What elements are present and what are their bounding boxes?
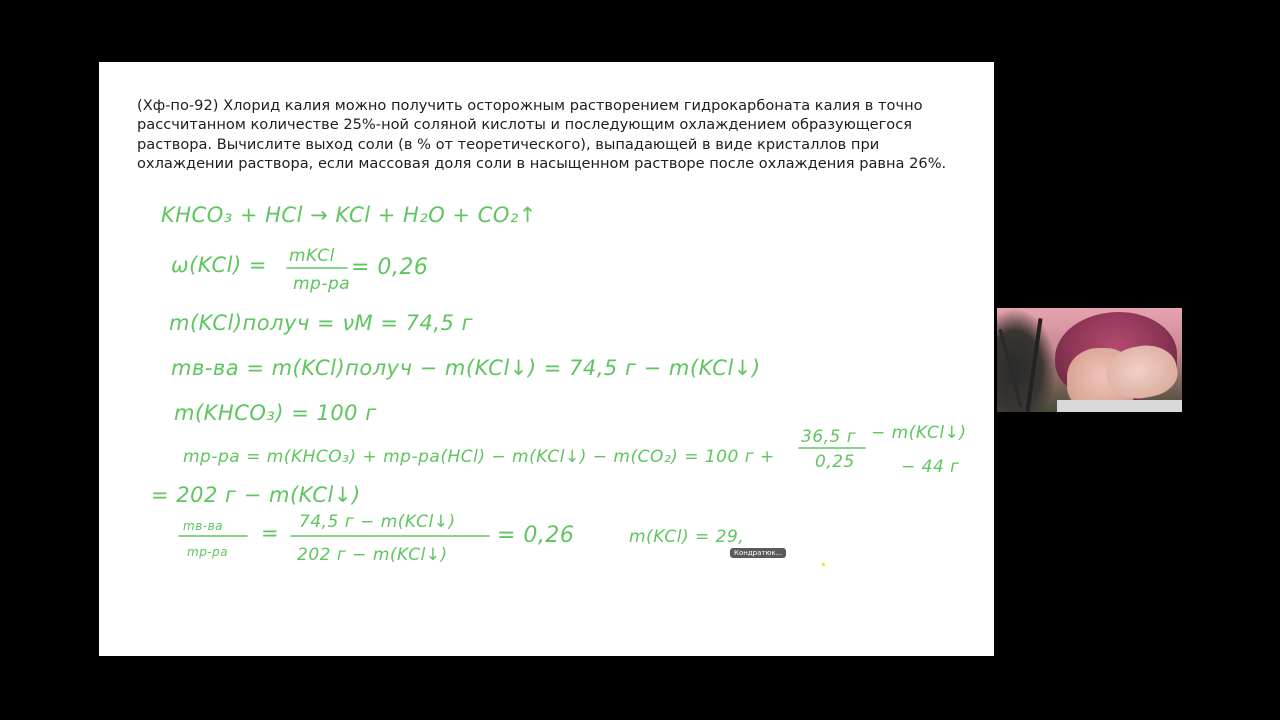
final-rhs-numerator: 74,5 г − m(KCl↓): [299, 512, 456, 532]
mass-fraction-lhs: ω(KCl) =: [171, 253, 267, 277]
problem-text: (Хф-по-92) Хлорид калия можно получить осторожным растворением гидрокарбоната калия в точно рассчитанном количестве 25%-ной соляной кислоты и последующим охлаждением образующегося раствора. Вычислите выход соли (в % от теоретического), выпадающей в виде кристаллов при охлаждении раствора, если массовая доля соли в насыщенном растворе после охлаждения равна 26%.: [137, 97, 947, 173]
solution-mass-result: = 202 г − m(KCl↓): [151, 483, 361, 507]
kcl-obtained-line: m(KCl)получ = νM = 74,5 г: [169, 311, 474, 335]
co2-mass-term: − 44 г: [901, 457, 960, 477]
pointer-dot: [822, 563, 825, 566]
precipitate-term: − m(KCl↓): [871, 423, 967, 443]
mass-fraction-numerator: mKCl: [289, 246, 335, 266]
mass-fraction-rhs: = 0,26: [351, 255, 429, 280]
final-rhs-denominator: 202 г − m(KCl↓): [297, 545, 448, 565]
person-shirt: [1057, 400, 1182, 412]
remote-cursor-label: Кондратюк...: [730, 548, 786, 558]
final-equals: =: [261, 521, 280, 545]
webcam-video[interactable]: [997, 308, 1182, 412]
whiteboard[interactable]: [99, 62, 994, 656]
partial-result: m(KCl) = 29,: [629, 527, 745, 547]
solute-mass-line: mв-ва = m(KCl)получ − m(KCl↓) = 74,5 г − m(KCl↓): [171, 356, 761, 380]
final-lhs-denominator: mр-ра: [187, 545, 229, 559]
hcl-fraction-denominator: 0,25: [815, 452, 855, 472]
final-lhs-numerator: mв-ва: [183, 519, 224, 533]
final-value: = 0,26: [497, 523, 575, 548]
handwriting-layer: [99, 62, 994, 656]
reaction-equation: KHCO₃ + HCl → KCl + H₂O + CO₂↑: [161, 203, 537, 227]
solution-mass-line: mр-ра = m(KHCO₃) + mр-ра(HCl) − m(KCl↓) − m(CO₂) = 100 г +: [183, 447, 775, 467]
khco3-mass-line: m(KHCO₃) = 100 г: [174, 401, 377, 425]
hcl-mass-numerator: 36,5 г: [801, 427, 857, 447]
mass-fraction-denominator: mр-ра: [293, 274, 351, 294]
